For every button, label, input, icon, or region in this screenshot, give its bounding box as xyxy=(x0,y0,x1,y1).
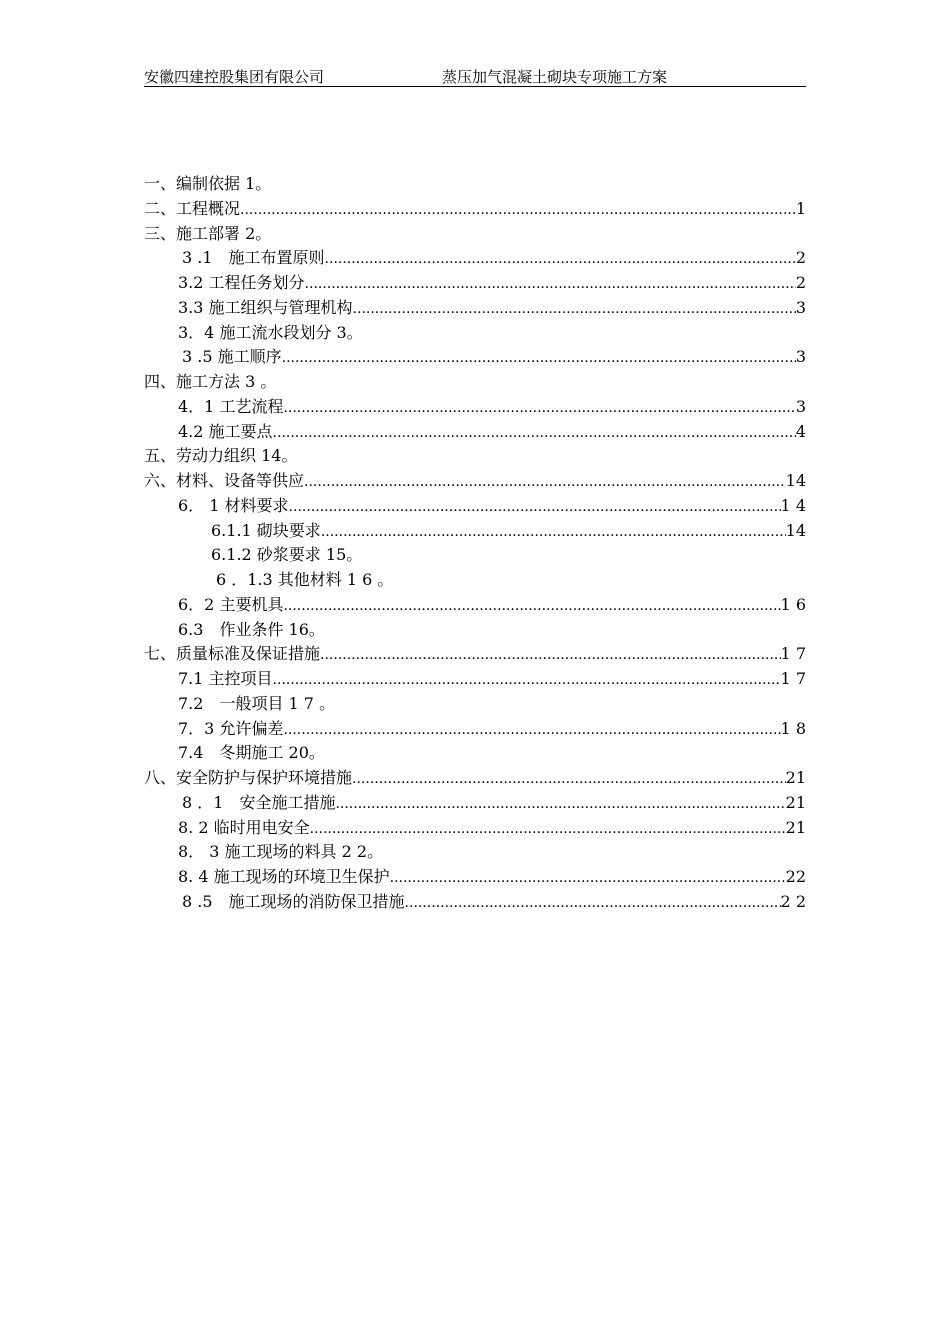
toc-leader-dots xyxy=(325,247,796,272)
toc-leader-dots xyxy=(310,817,786,842)
toc-entry[interactable] xyxy=(144,172,806,197)
toc-entry-page: 2 xyxy=(795,273,806,292)
toc-leader-dots xyxy=(335,792,785,817)
toc-leader-dots xyxy=(405,891,781,916)
toc-leader-dots xyxy=(282,346,796,371)
toc-leader-dots xyxy=(283,396,795,421)
toc-entry-title: 7.4 冬期施工 20。 xyxy=(178,743,325,763)
toc-entry-title: 3．4 施工流水段划分 3。 xyxy=(178,322,363,342)
toc-entry[interactable] xyxy=(144,667,806,692)
toc-entry-title: 6． 1 材料要求 xyxy=(178,495,289,515)
toc-entry[interactable] xyxy=(144,741,806,766)
document-title: 蒸压加气混凝土砌块专项施工方案 xyxy=(442,68,668,86)
toc-entry-title: 六、材料、设备等供应 xyxy=(144,471,305,490)
toc-entry[interactable] xyxy=(144,840,806,865)
toc-entry-page: 1 xyxy=(795,198,806,218)
toc-entry-title: 8 ．1 安全施工措施 xyxy=(182,792,336,812)
table-of-contents xyxy=(144,172,806,915)
page-header xyxy=(144,66,806,87)
toc-entry[interactable] xyxy=(144,766,806,791)
toc-entry-title: 7.1 主控项目 xyxy=(178,669,273,688)
toc-entry-page: 1 8 xyxy=(780,718,806,738)
toc-entry-title: 8． 3 施工现场的料具 2 2。 xyxy=(178,842,384,862)
toc-entry-title: 7.2 一般项目 1 7 。 xyxy=(178,693,336,713)
toc-entry[interactable] xyxy=(144,469,806,494)
toc-entry-page: 1 7 xyxy=(780,669,806,688)
toc-entry[interactable] xyxy=(144,519,806,544)
toc-entry[interactable] xyxy=(144,345,806,370)
toc-entry-title: 6.1.1 砌块要求 xyxy=(211,520,321,540)
toc-entry-page: 1 7 xyxy=(780,644,806,664)
toc-entry-title: 三、施工部署 2。 xyxy=(144,223,272,243)
toc-entry[interactable] xyxy=(144,890,806,915)
toc-entry[interactable] xyxy=(144,420,806,445)
toc-entry-page: 2 xyxy=(795,248,806,268)
toc-entry-page: 14 xyxy=(785,520,806,540)
toc-entry-page: 22 xyxy=(785,867,806,886)
toc-leader-dots xyxy=(240,198,796,223)
toc-entry-page: 1 6 xyxy=(780,594,806,614)
toc-entry[interactable] xyxy=(144,321,806,346)
toc-entry[interactable] xyxy=(144,296,806,321)
toc-leader-dots xyxy=(289,495,781,520)
toc-leader-dots xyxy=(305,272,796,297)
toc-entry-page: 4 xyxy=(795,421,806,441)
toc-entry[interactable] xyxy=(144,494,806,519)
toc-entry-page: 1 4 xyxy=(780,495,806,515)
toc-entry[interactable] xyxy=(144,865,806,890)
toc-entry-title: 二、工程概况 xyxy=(144,198,241,218)
toc-entry-title: 3 .1 施工布置原则 xyxy=(182,248,325,268)
toc-entry[interactable] xyxy=(144,618,806,643)
toc-leader-dots xyxy=(321,520,786,545)
toc-entry-title: 4．1 工艺流程 xyxy=(178,396,284,416)
toc-entry[interactable] xyxy=(144,568,806,593)
toc-entry-title: 8 .5 施工现场的消防保卫措施 xyxy=(182,891,405,911)
toc-entry-title: 五、劳动力组织 14。 xyxy=(144,446,298,466)
toc-entry-page: 21 xyxy=(785,792,806,812)
toc-leader-dots xyxy=(283,594,780,619)
toc-entry-page: 14 xyxy=(785,471,806,490)
toc-entry-title: 7．3 允许偏差 xyxy=(178,718,284,738)
toc-entry[interactable] xyxy=(144,222,806,247)
toc-entry[interactable] xyxy=(144,271,806,296)
toc-entry-title: 3 .5 施工顺序 xyxy=(182,347,282,367)
company-name: 安徽四建控股集团有限公司 xyxy=(144,68,325,86)
toc-entry-title: 3.2 工程任务划分 xyxy=(178,273,305,292)
toc-entry[interactable] xyxy=(144,197,806,222)
toc-entry-title: 8. 4 施工现场的环境卫生保护 xyxy=(178,867,390,886)
toc-entry-page: 21 xyxy=(785,768,806,787)
toc-entry[interactable] xyxy=(144,816,806,841)
toc-entry[interactable] xyxy=(144,246,806,271)
toc-entry-title: 八、安全防护与保护环境措施 xyxy=(144,768,353,787)
toc-entry[interactable] xyxy=(144,395,806,420)
toc-entry-page: 3 xyxy=(795,396,806,416)
toc-entry-title: 一、编制依据 1。 xyxy=(144,174,272,193)
toc-entry[interactable] xyxy=(144,370,806,395)
toc-entry[interactable] xyxy=(144,543,806,568)
toc-entry-title: 8. 2 临时用电安全 xyxy=(178,817,310,837)
toc-entry-title: 6.3 作业条件 16。 xyxy=(178,619,325,639)
toc-leader-dots xyxy=(320,643,781,668)
toc-leader-dots xyxy=(273,668,781,693)
toc-entry-title: 6．2 主要机具 xyxy=(178,594,284,614)
toc-entry-page: 3 xyxy=(795,347,806,367)
toc-entry[interactable] xyxy=(144,717,806,742)
toc-entry[interactable] xyxy=(144,692,806,717)
toc-entry-title: 6 ．1.3 其他材料 1 6 。 xyxy=(216,570,394,589)
toc-entry-title: 3.3 施工组织与管理机构 xyxy=(178,297,353,317)
toc-entry-page: 3 xyxy=(795,297,806,317)
toc-entry-title: 七、质量标准及保证措施 xyxy=(144,644,321,664)
toc-leader-dots xyxy=(283,718,780,743)
toc-entry-page: 21 xyxy=(785,817,806,837)
toc-entry-page: 2 2 xyxy=(780,891,806,911)
toc-leader-dots xyxy=(273,421,796,446)
toc-entry[interactable] xyxy=(144,444,806,469)
toc-entry[interactable] xyxy=(144,593,806,618)
toc-entry[interactable] xyxy=(144,642,806,667)
toc-entry-title: 4.2 施工要点 xyxy=(178,421,273,441)
toc-leader-dots xyxy=(352,767,786,792)
toc-leader-dots xyxy=(304,470,786,495)
toc-entry-title: 四、施工方法 3 。 xyxy=(144,372,277,391)
toc-leader-dots xyxy=(390,866,786,891)
toc-entry-title: 6.1.2 砂浆要求 15。 xyxy=(211,545,363,565)
toc-entry[interactable] xyxy=(144,791,806,816)
toc-leader-dots xyxy=(353,297,796,322)
